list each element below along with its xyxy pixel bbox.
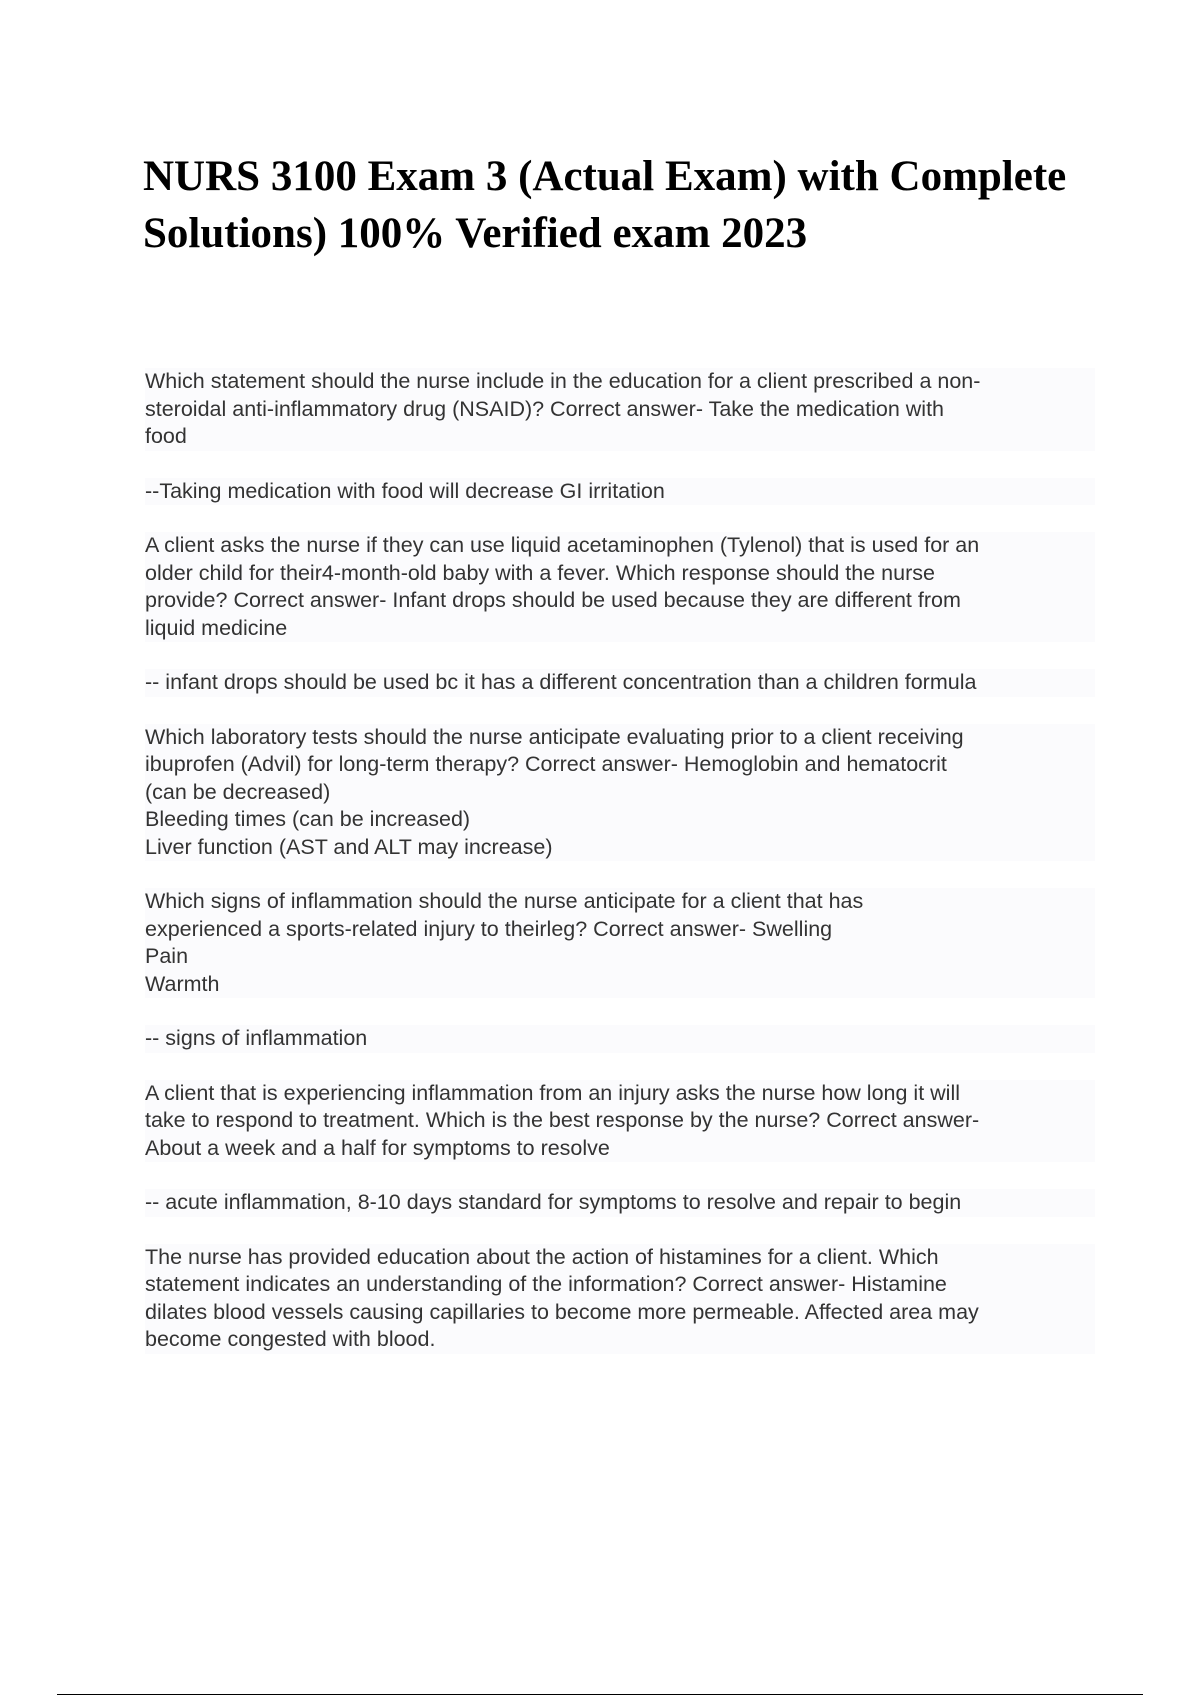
- paragraph-rationale-1: [145, 478, 1095, 506]
- paragraph-q3: [145, 724, 1095, 862]
- text-line: experienced a sports-related injury to theirleg? Correct answer- Swelling: [145, 916, 833, 941]
- text-line: dilates blood vessels causing capillaries to become more permeable. Affected area may: [145, 1299, 979, 1324]
- paragraph-q1: [145, 368, 1095, 451]
- text-line: A client that is experiencing inflammation from an injury asks the nurse how long it will: [145, 1080, 960, 1105]
- text-line: become congested with blood.: [145, 1327, 436, 1351]
- paragraph-rationale-2: [145, 669, 1095, 697]
- title-line: NURS 3100 Exam 3 (Actual Exam) with Complete: [143, 153, 1067, 200]
- paragraph-q4: [145, 888, 1095, 998]
- text-line: --Taking medication with food will decrease GI irritation: [145, 478, 665, 503]
- text-line: Bleeding times (can be increased): [145, 807, 471, 831]
- text-line: liquid medicine: [145, 615, 288, 640]
- text-line: older child for their4-month-old baby with a fever. Which response should the nurse: [145, 560, 935, 585]
- text-line: Pain: [145, 944, 189, 968]
- document-body: [145, 368, 1095, 1381]
- text-line: steroidal anti-inflammatory drug (NSAID)? Correct answer- Take the medication with: [145, 396, 944, 421]
- text-line: ibuprofen (Advil) for long-term therapy? Correct answer- Hemoglobin and hematocrit: [145, 752, 947, 776]
- document-title: [143, 148, 1193, 262]
- paragraph-q5: [145, 1080, 1095, 1163]
- text-line: provide? Correct answer- Infant drops should be used because they are different from: [145, 588, 961, 612]
- text-line: (can be decreased): [145, 779, 331, 804]
- text-line: Which statement should the nurse include in the education for a client prescribed a non-: [145, 369, 981, 393]
- paragraph-q2: [145, 532, 1095, 642]
- paragraph-rationale-4: [145, 1025, 1095, 1053]
- text-line: take to respond to treatment. Which is the best response by the nurse? Correct answer-: [145, 1108, 980, 1132]
- text-line: Which signs of inflammation should the nurse anticipate for a client that has: [145, 889, 864, 913]
- footer-divider: [57, 1694, 1143, 1695]
- paragraph-q6: [145, 1244, 1095, 1354]
- title-line: Solutions) 100% Verified exam 2023: [143, 210, 808, 257]
- text-line: The nurse has provided education about the action of histamines for a client. Which: [145, 1244, 939, 1269]
- text-line: -- infant drops should be used bc it has a different concentration than a children formula: [145, 670, 977, 694]
- text-line: Liver function (AST and ALT may increase): [145, 834, 553, 859]
- text-line: -- acute inflammation, 8-10 days standard for symptoms to resolve and repair to begin: [145, 1190, 962, 1214]
- text-line: About a week and a half for symptoms to resolve: [145, 1135, 610, 1160]
- text-line: Which laboratory tests should the nurse anticipate evaluating prior to a client receiving: [145, 724, 964, 749]
- text-line: A client asks the nurse if they can use liquid acetaminophen (Tylenol) that is used for an: [145, 533, 980, 557]
- text-line: -- signs of inflammation: [145, 1026, 368, 1050]
- text-line: statement indicates an understanding of the information? Correct answer- Histamine: [145, 1272, 947, 1296]
- text-line: food: [145, 424, 187, 448]
- text-line: Warmth: [145, 971, 220, 996]
- paragraph-rationale-5: [145, 1189, 1095, 1217]
